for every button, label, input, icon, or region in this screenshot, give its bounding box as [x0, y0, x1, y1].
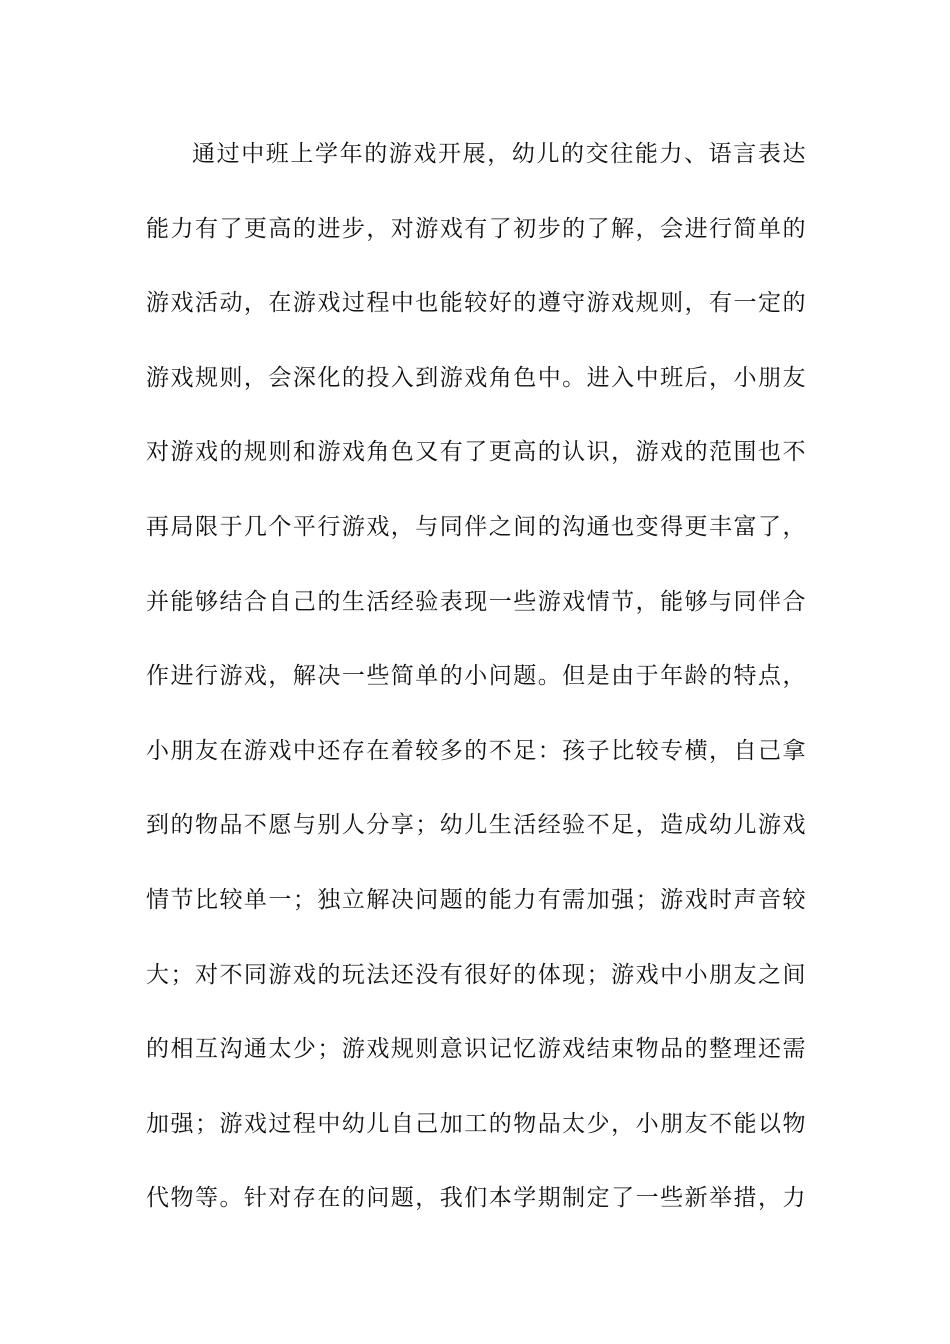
paragraph-line-13: 的相互沟通太少；游戏规则意识记忆游戏结束物品的整理还需 [146, 1036, 806, 1063]
paragraph-line-12: 大；对不同游戏的玩法还没有很好的体现；游戏中小朋友之间 [146, 961, 806, 988]
paragraph-line-6: 再局限于几个平行游戏，与同伴之间的沟通也变得更丰富了， [146, 513, 806, 540]
paragraph-line-15: 代物等。针对存在的问题，我们本学期制定了一些新举措，力 [146, 1185, 806, 1212]
paragraph-line-2: 能力有了更高的进步，对游戏有了初步的了解，会进行简单的 [146, 215, 806, 242]
paragraph-line-11: 情节比较单一；独立解决问题的能力有需加强；游戏时声音较 [146, 886, 806, 913]
paragraph-line-10: 到的物品不愿与别人分享；幼儿生活经验不足，造成幼儿游戏 [146, 812, 806, 839]
paragraph-line-4: 游戏规则，会深化的投入到游戏角色中。进入中班后，小朋友 [146, 364, 806, 391]
body-paragraph [146, 128, 806, 1247]
paragraph-line-5: 对游戏的规则和游戏角色又有了更高的认识，游戏的范围也不 [146, 439, 806, 466]
paragraph-line-3: 游戏活动，在游戏过程中也能较好的遵守游戏规则，有一定的 [146, 290, 806, 317]
paragraph-line-14: 加强；游戏过程中幼儿自己加工的物品太少，小朋友不能以物 [146, 1110, 806, 1137]
paragraph-line-1: 通过中班上学年的游戏开展，幼儿的交往能力、语言表达 [192, 141, 806, 167]
paragraph-line-8: 作进行游戏，解决一些简单的小问题。但是由于年龄的特点， [146, 663, 806, 690]
paragraph-line-7: 并能够结合自己的生活经验表现一些游戏情节，能够与同伴合 [146, 588, 806, 615]
paragraph-line-9: 小朋友在游戏中还存在着较多的不足：孩子比较专横，自己拿 [146, 737, 806, 764]
